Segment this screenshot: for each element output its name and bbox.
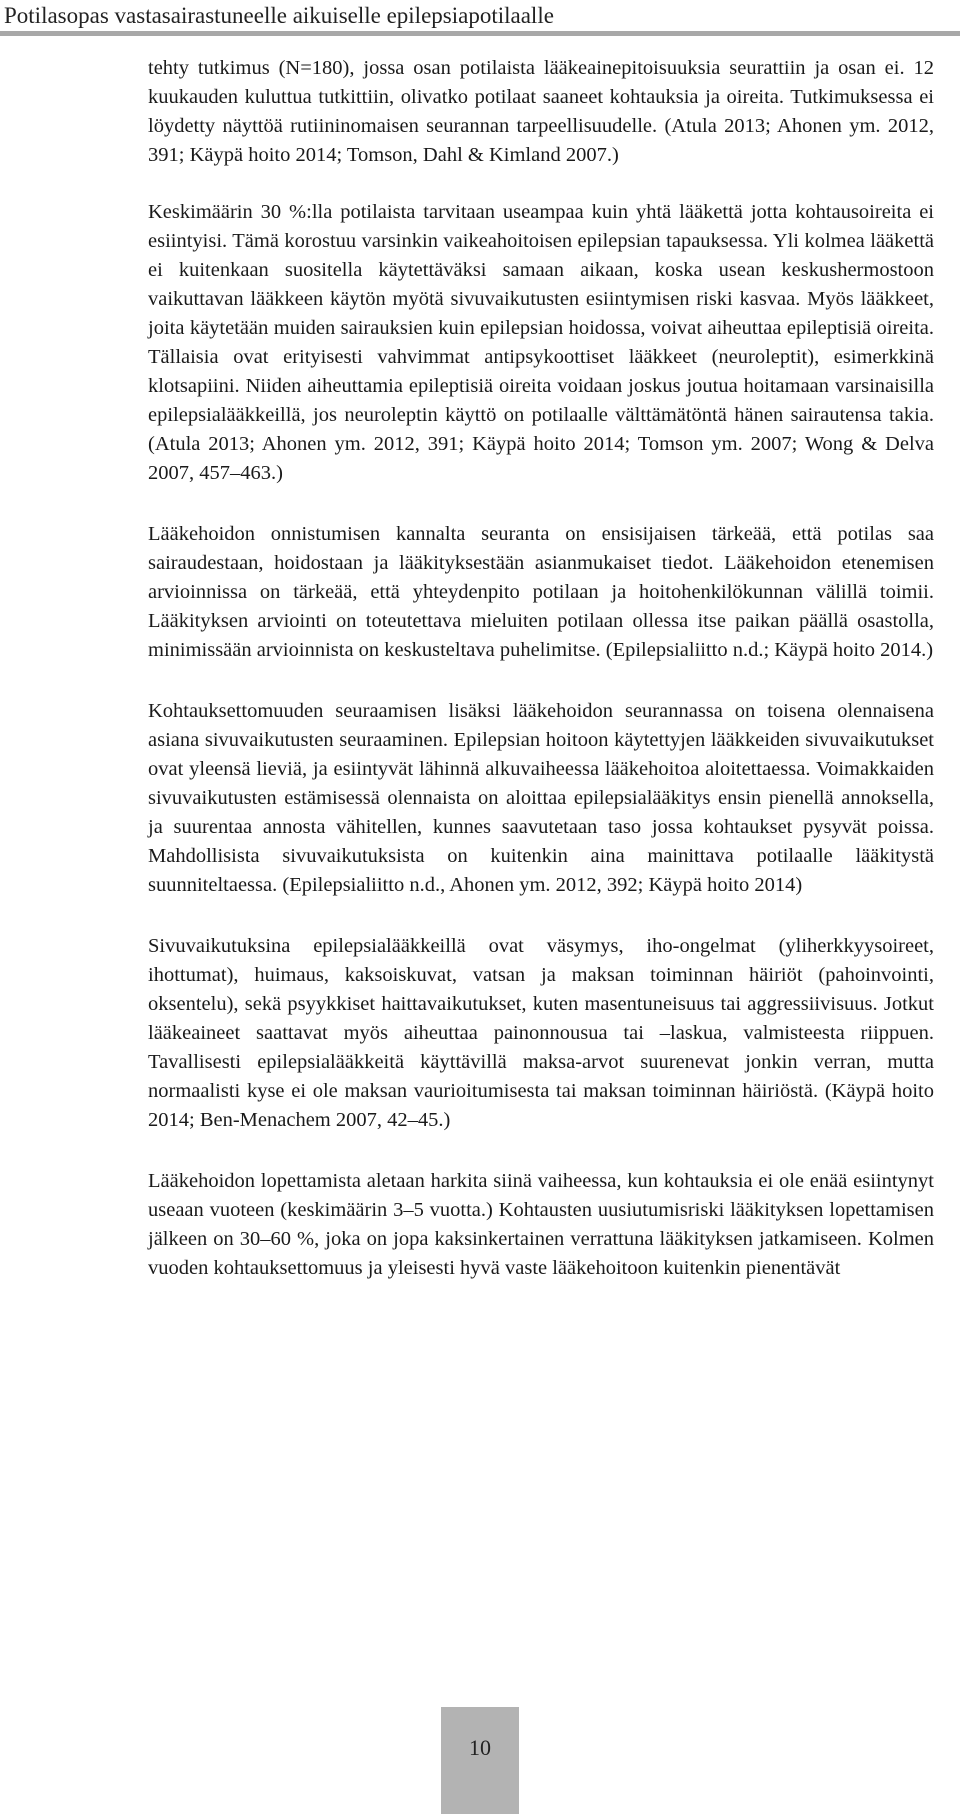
header-title: Potilasopas vastasairastuneelle aikuiselle epilepsiapotilaalle — [4, 3, 554, 28]
paragraph: Lääkehoidon lopettamista aletaan harkita siinä vaiheessa, kun kohtauksia ei ole enää esiintynyt useaan vuoteen (keskimäärin 3–5 vuotta.) Kohtausten uusiutumisriski lääkityksen lopettamisen jälkeen on 30–60 %, joka on jopa kaksinkertainen verrattuna lääkityksen jatkamiseen. Kolmen vuoden kohtauksettomuus ja yleisesti hyvä vaste lääkehoitoon kuitenkin pienentävät — [148, 1170, 934, 1279]
paragraph: Kohtauksettomuuden seuraamisen lisäksi lääkehoidon seurannassa on toisena olennaisena asiana sivuvaikutusten seuraaminen. Epilepsian hoitoon käytettyjen lääkkeiden sivuvaikutukset ovat yleensä lieviä, ja esiintyvät lähinnä alkuvaiheessa lääkehoitoa aloitettaessa. Voimakkaiden sivuvaikutusten estämisessä olennaista on aloittaa epilepsialääkitys ensin pienellä annoksella, ja suurentaa annosta vähitellen, kunnes saavutetaan taso jossa kohtaukset pysyvät poissa. Mahdollisista sivuvaikutuksista on kuitenkin aina mainittava potilaalle lääkitystä suunniteltaessa. (Epilepsialiitto n.d., Ahonen ym. 2012, 392; Käypä hoito 2014) — [148, 700, 934, 896]
paragraph: Lääkehoidon onnistumisen kannalta seuranta on ensisijaisen tärkeää, että potilas saa sairaudestaan, hoidostaan ja lääkityksestään asianmukaiset tiedot. Lääkehoidon etenemisen arvioinnissa on tärkeää, että yhteydenpito potilaan ja hoitohenkilökunnan välillä toimii. Lääkityksen arviointi on toteutettava mieluiten potilaan ollessa itse paikan päällä osastolla, minimissään arvioinnista on keskusteltava puhelimitse. (Epilepsialiitto n.d.; Käypä hoito 2014.) — [148, 523, 934, 661]
paragraph: Sivuvaikutuksina epilepsialääkkeillä ovat väsymys, iho-ongelmat (yliherkkyysoireet, ihottumat), huimaus, kaksoiskuvat, vatsan ja maksan toiminnan häiriöt (pahoinvointi, oksentelu), sekä psyykkiset haittavaikutukset, kuten masentuneisuus tai aggressiivisuus. Jotkut lääkeaineet saattavat myös aiheuttaa painonnousua tai –laskua, valmisteesta riippuen. Tavallisesti epilepsialääkkeitä käyttävillä maksa-arvot suurenevat jonkin verran, mutta normaalisti kyse ei ole maksan vaurioitumisesta tai maksan toiminnan häiriöstä. (Käypä hoito 2014; Ben-Menachem 2007, 42–45.) — [148, 935, 934, 1131]
page-header — [0, 0, 960, 40]
page-number: 10 — [469, 1735, 491, 1760]
page-body — [148, 54, 934, 1315]
page-number-box — [441, 1707, 519, 1814]
header-rule — [0, 31, 960, 36]
paragraph: Keskimäärin 30 %:lla potilaista tarvitaan useampaa kuin yhtä lääkettä jotta kohtausoireita ei esiintyisi. Tämä korostuu varsinkin vaikeahoitoisen epilepsian tapauksessa. Yli kolmea lääkettä ei kuitenkaan suositella käytettäväksi samaan aikaan, koska usean keskushermostoon vaikuttavan lääkkeen käytön myötä sivuvaikutusten esiintymisen riski kasvaa. Myös lääkkeet, joita käytetään muiden sairauksien kuin epilepsian hoidossa, voivat aiheuttaa epileptisiä oireita. Tällaisia ovat erityisesti vahvimmat antipsykoottiset lääkkeet (neuroleptit), esimerkkinä klotsapiini. Niiden aiheuttamia epileptisiä oireita voidaan joskus joutua hoitamaan varsinaisilla epilepsialääkkeillä, jos neuroleptin käyttö on potilaalle välttämätöntä hänen sairautensa takia. (Atula 2013; Ahonen ym. 2012, 391; Käypä hoito 2014; Tomson ym. 2007; Wong & Delva 2007, 457–463.) — [148, 201, 934, 484]
paragraph: tehty tutkimus (N=180), jossa osan potilaista lääkeainepitoisuuksia seurattiin ja osan ei. 12 kuukauden kuluttua tutkittiin, olivatko potilaat saaneet kohtauksia ja oireita. Tutkimuksessa ei löydetty näyttöä rutiininomaisen seurannan tarpeellisuudelle. (Atula 2013; Ahonen ym. 2012, 391; Käypä hoito 2014; Tomson, Dahl & Kimland 2007.) — [148, 57, 934, 166]
